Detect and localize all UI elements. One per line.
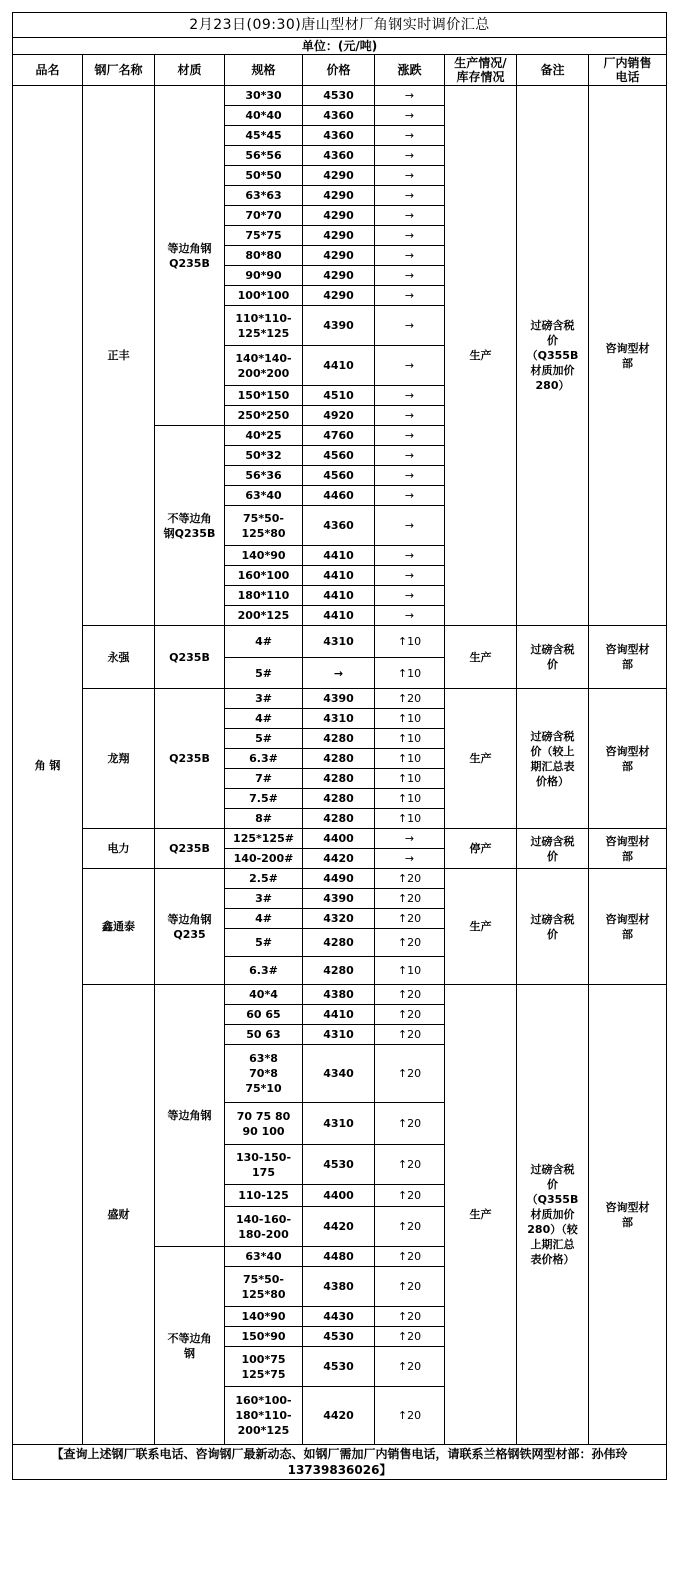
material-cell: 等边角钢 Q235B bbox=[155, 86, 225, 426]
spec-cell: 150*90 bbox=[225, 1327, 303, 1347]
table-title: 2月23日(09:30)唐山型材厂角钢实时调价汇总 bbox=[13, 13, 667, 38]
spec-cell: 160*100- 180*110- 200*125 bbox=[225, 1387, 303, 1445]
change-cell: ↑20 bbox=[375, 1267, 445, 1307]
price-cell: 4320 bbox=[303, 909, 375, 929]
status-cell: 生产 bbox=[445, 689, 517, 829]
spec-cell: 140*90 bbox=[225, 546, 303, 566]
footer-row bbox=[13, 1445, 667, 1480]
spec-cell: 100*100 bbox=[225, 286, 303, 306]
change-cell: → bbox=[375, 146, 445, 166]
remark-cell: 过磅含税 价 bbox=[517, 869, 589, 985]
change-cell: → bbox=[375, 506, 445, 546]
material-cell: Q235B bbox=[155, 626, 225, 689]
spec-cell: 100*75 125*75 bbox=[225, 1347, 303, 1387]
header-row bbox=[13, 55, 667, 86]
header-phone: 厂内销售 电话 bbox=[589, 55, 667, 86]
change-cell: ↑10 bbox=[375, 957, 445, 985]
table-row bbox=[13, 985, 667, 1005]
price-cell: 4560 bbox=[303, 466, 375, 486]
change-cell: → bbox=[375, 446, 445, 466]
material-cell: Q235B bbox=[155, 689, 225, 829]
spec-cell: 30*30 bbox=[225, 86, 303, 106]
price-cell: 4410 bbox=[303, 546, 375, 566]
change-cell: → bbox=[375, 466, 445, 486]
change-cell: → bbox=[375, 246, 445, 266]
price-cell: 4420 bbox=[303, 849, 375, 869]
change-cell: → bbox=[375, 206, 445, 226]
header-spec: 规格 bbox=[225, 55, 303, 86]
spec-cell: 60 65 bbox=[225, 1005, 303, 1025]
header-remark: 备注 bbox=[517, 55, 589, 86]
material-cell: 等边角钢 bbox=[155, 985, 225, 1247]
price-cell: 4360 bbox=[303, 506, 375, 546]
spec-cell: 140*140- 200*200 bbox=[225, 346, 303, 386]
header-product: 品名 bbox=[13, 55, 83, 86]
footer-contact-note: 【查询上述钢厂联系电话、咨询钢厂最新动态、如钢厂需加厂内销售电话，请联系兰格钢铁网型材部：孙伟玲13739836026】 bbox=[13, 1445, 667, 1480]
change-cell: → bbox=[375, 586, 445, 606]
spec-cell: 45*45 bbox=[225, 126, 303, 146]
price-cell: 4380 bbox=[303, 1267, 375, 1307]
mill-name-cell: 盛财 bbox=[83, 985, 155, 1445]
change-cell: → bbox=[375, 386, 445, 406]
change-cell: → bbox=[375, 286, 445, 306]
spec-cell: 80*80 bbox=[225, 246, 303, 266]
price-cell: 4420 bbox=[303, 1387, 375, 1445]
spec-cell: 63*40 bbox=[225, 1247, 303, 1267]
change-cell: ↑20 bbox=[375, 1045, 445, 1103]
change-cell: ↑10 bbox=[375, 789, 445, 809]
change-cell: → bbox=[375, 566, 445, 586]
phone-cell: 咨询型材 部 bbox=[589, 829, 667, 869]
material-cell: 不等边角 钢 bbox=[155, 1247, 225, 1445]
change-cell: → bbox=[375, 126, 445, 146]
spec-cell: 63*40 bbox=[225, 486, 303, 506]
change-cell: ↑10 bbox=[375, 729, 445, 749]
spec-cell: 4# bbox=[225, 909, 303, 929]
remark-cell: 过磅含税 价 bbox=[517, 829, 589, 869]
change-cell: ↑20 bbox=[375, 1005, 445, 1025]
price-cell: 4290 bbox=[303, 206, 375, 226]
price-sheet bbox=[12, 12, 666, 1480]
phone-cell: 咨询型材 部 bbox=[589, 985, 667, 1445]
spec-cell: 56*36 bbox=[225, 466, 303, 486]
mill-name-cell: 正丰 bbox=[83, 86, 155, 626]
spec-cell: 50 63 bbox=[225, 1025, 303, 1045]
price-cell: 4280 bbox=[303, 957, 375, 985]
change-cell: → bbox=[375, 266, 445, 286]
price-cell: 4760 bbox=[303, 426, 375, 446]
remark-cell: 过磅含税 价 bbox=[517, 626, 589, 689]
material-cell: Q235B bbox=[155, 829, 225, 869]
spec-cell: 130-150- 175 bbox=[225, 1145, 303, 1185]
price-cell: 4280 bbox=[303, 729, 375, 749]
price-cell: 4290 bbox=[303, 286, 375, 306]
price-cell: 4920 bbox=[303, 406, 375, 426]
change-cell: → bbox=[375, 546, 445, 566]
change-cell: → bbox=[375, 226, 445, 246]
phone-cell: 咨询型材 部 bbox=[589, 689, 667, 829]
phone-cell: 咨询型材 部 bbox=[589, 626, 667, 689]
spec-cell: 140*90 bbox=[225, 1307, 303, 1327]
header-status: 生产情况/ 库存情况 bbox=[445, 55, 517, 86]
price-cell: 4410 bbox=[303, 1005, 375, 1025]
spec-cell: 40*4 bbox=[225, 985, 303, 1005]
price-cell: 4530 bbox=[303, 86, 375, 106]
change-cell: → bbox=[375, 606, 445, 626]
price-cell: 4530 bbox=[303, 1145, 375, 1185]
change-cell: ↑20 bbox=[375, 1387, 445, 1445]
price-cell: → bbox=[303, 658, 375, 689]
change-cell: ↑10 bbox=[375, 709, 445, 729]
spec-cell: 63*8 70*8 75*10 bbox=[225, 1045, 303, 1103]
change-cell: ↑20 bbox=[375, 1145, 445, 1185]
phone-cell: 咨询型材 部 bbox=[589, 86, 667, 626]
spec-cell: 90*90 bbox=[225, 266, 303, 286]
price-cell: 4290 bbox=[303, 166, 375, 186]
price-cell: 4510 bbox=[303, 386, 375, 406]
price-cell: 4560 bbox=[303, 446, 375, 466]
spec-cell: 150*150 bbox=[225, 386, 303, 406]
spec-cell: 180*110 bbox=[225, 586, 303, 606]
unit-label: 单位：(元/吨) bbox=[13, 38, 667, 55]
price-cell: 4410 bbox=[303, 346, 375, 386]
price-cell: 4290 bbox=[303, 266, 375, 286]
change-cell: ↑20 bbox=[375, 1185, 445, 1207]
phone-cell: 咨询型材 部 bbox=[589, 869, 667, 985]
price-cell: 4530 bbox=[303, 1347, 375, 1387]
mill-name-cell: 永强 bbox=[83, 626, 155, 689]
price-cell: 4280 bbox=[303, 809, 375, 829]
table-row bbox=[13, 869, 667, 889]
change-cell: ↑20 bbox=[375, 1327, 445, 1347]
spec-cell: 63*63 bbox=[225, 186, 303, 206]
change-cell: → bbox=[375, 426, 445, 446]
price-cell: 4410 bbox=[303, 566, 375, 586]
price-cell: 4420 bbox=[303, 1207, 375, 1247]
table-row bbox=[13, 626, 667, 658]
spec-cell: 3# bbox=[225, 889, 303, 909]
change-cell: → bbox=[375, 346, 445, 386]
price-cell: 4380 bbox=[303, 985, 375, 1005]
spec-cell: 70*70 bbox=[225, 206, 303, 226]
price-cell: 4280 bbox=[303, 749, 375, 769]
spec-cell: 75*75 bbox=[225, 226, 303, 246]
mill-name-cell: 龙翔 bbox=[83, 689, 155, 829]
spec-cell: 56*56 bbox=[225, 146, 303, 166]
change-cell: ↑20 bbox=[375, 929, 445, 957]
spec-cell: 50*32 bbox=[225, 446, 303, 466]
spec-cell: 5# bbox=[225, 658, 303, 689]
price-cell: 4530 bbox=[303, 1327, 375, 1347]
remark-cell: 过磅含税 价 （Q355B 材质加价 280） bbox=[517, 86, 589, 626]
price-cell: 4290 bbox=[303, 186, 375, 206]
spec-cell: 5# bbox=[225, 729, 303, 749]
change-cell: ↑10 bbox=[375, 809, 445, 829]
price-cell: 4490 bbox=[303, 869, 375, 889]
price-cell: 4280 bbox=[303, 789, 375, 809]
price-cell: 4280 bbox=[303, 769, 375, 789]
change-cell: ↑20 bbox=[375, 1247, 445, 1267]
spec-cell: 50*50 bbox=[225, 166, 303, 186]
spec-cell: 110*110- 125*125 bbox=[225, 306, 303, 346]
spec-cell: 160*100 bbox=[225, 566, 303, 586]
price-cell: 4460 bbox=[303, 486, 375, 506]
change-cell: ↑20 bbox=[375, 1103, 445, 1145]
material-cell: 不等边角 钢Q235B bbox=[155, 426, 225, 626]
header-material: 材质 bbox=[155, 55, 225, 86]
price-cell: 4310 bbox=[303, 1103, 375, 1145]
spec-cell: 7# bbox=[225, 769, 303, 789]
price-cell: 4290 bbox=[303, 246, 375, 266]
change-cell: ↑20 bbox=[375, 1207, 445, 1247]
price-cell: 4400 bbox=[303, 1185, 375, 1207]
change-cell: → bbox=[375, 306, 445, 346]
price-cell: 4400 bbox=[303, 829, 375, 849]
price-cell: 4410 bbox=[303, 606, 375, 626]
change-cell: ↑20 bbox=[375, 689, 445, 709]
price-cell: 4390 bbox=[303, 306, 375, 346]
spec-cell: 4# bbox=[225, 709, 303, 729]
change-cell: → bbox=[375, 166, 445, 186]
spec-cell: 75*50- 125*80 bbox=[225, 1267, 303, 1307]
change-cell: ↑20 bbox=[375, 909, 445, 929]
spec-cell: 2.5# bbox=[225, 869, 303, 889]
change-cell: ↑10 bbox=[375, 658, 445, 689]
change-cell: → bbox=[375, 86, 445, 106]
price-cell: 4360 bbox=[303, 146, 375, 166]
header-mill: 钢厂名称 bbox=[83, 55, 155, 86]
spec-cell: 250*250 bbox=[225, 406, 303, 426]
remark-cell: 过磅含税 价（较上 期汇总表 价格） bbox=[517, 689, 589, 829]
spec-cell: 140-160- 180-200 bbox=[225, 1207, 303, 1247]
price-cell: 4310 bbox=[303, 626, 375, 658]
price-cell: 4430 bbox=[303, 1307, 375, 1327]
table-row bbox=[13, 689, 667, 709]
status-cell: 生产 bbox=[445, 86, 517, 626]
price-cell: 4360 bbox=[303, 106, 375, 126]
spec-cell: 6.3# bbox=[225, 957, 303, 985]
change-cell: ↑10 bbox=[375, 769, 445, 789]
spec-cell: 40*40 bbox=[225, 106, 303, 126]
price-table bbox=[12, 12, 667, 1480]
spec-cell: 3# bbox=[225, 689, 303, 709]
change-cell: → bbox=[375, 849, 445, 869]
change-cell: ↑20 bbox=[375, 1025, 445, 1045]
spec-cell: 200*125 bbox=[225, 606, 303, 626]
change-cell: ↑20 bbox=[375, 1307, 445, 1327]
spec-cell: 40*25 bbox=[225, 426, 303, 446]
spec-cell: 75*50- 125*80 bbox=[225, 506, 303, 546]
price-cell: 4390 bbox=[303, 889, 375, 909]
price-cell: 4360 bbox=[303, 126, 375, 146]
spec-cell: 110-125 bbox=[225, 1185, 303, 1207]
spec-cell: 140-200# bbox=[225, 849, 303, 869]
spec-cell: 5# bbox=[225, 929, 303, 957]
table-row bbox=[13, 829, 667, 849]
change-cell: ↑20 bbox=[375, 1347, 445, 1387]
change-cell: → bbox=[375, 106, 445, 126]
price-cell: 4480 bbox=[303, 1247, 375, 1267]
price-cell: 4390 bbox=[303, 689, 375, 709]
change-cell: ↑10 bbox=[375, 749, 445, 769]
price-cell: 4310 bbox=[303, 709, 375, 729]
header-change: 涨跌 bbox=[375, 55, 445, 86]
spec-cell: 125*125# bbox=[225, 829, 303, 849]
price-cell: 4410 bbox=[303, 586, 375, 606]
status-cell: 生产 bbox=[445, 985, 517, 1445]
change-cell: ↑20 bbox=[375, 889, 445, 909]
product-name-cell: 角 钢 bbox=[13, 86, 83, 1445]
change-cell: → bbox=[375, 486, 445, 506]
price-cell: 4340 bbox=[303, 1045, 375, 1103]
price-cell: 4290 bbox=[303, 226, 375, 246]
price-cell: 4310 bbox=[303, 1025, 375, 1045]
spec-cell: 7.5# bbox=[225, 789, 303, 809]
change-cell: → bbox=[375, 406, 445, 426]
change-cell: ↑10 bbox=[375, 626, 445, 658]
price-cell: 4280 bbox=[303, 929, 375, 957]
change-cell: ↑20 bbox=[375, 985, 445, 1005]
change-cell: ↑20 bbox=[375, 869, 445, 889]
spec-cell: 6.3# bbox=[225, 749, 303, 769]
spec-cell: 70 75 80 90 100 bbox=[225, 1103, 303, 1145]
spec-cell: 4# bbox=[225, 626, 303, 658]
status-cell: 生产 bbox=[445, 626, 517, 689]
header-price: 价格 bbox=[303, 55, 375, 86]
mill-name-cell: 电力 bbox=[83, 829, 155, 869]
status-cell: 停产 bbox=[445, 829, 517, 869]
table-row bbox=[13, 86, 667, 106]
mill-name-cell: 鑫通泰 bbox=[83, 869, 155, 985]
change-cell: → bbox=[375, 186, 445, 206]
change-cell: → bbox=[375, 829, 445, 849]
material-cell: 等边角钢 Q235 bbox=[155, 869, 225, 985]
status-cell: 生产 bbox=[445, 869, 517, 985]
remark-cell: 过磅含税 价 （Q355B 材质加价 280）（较 上期汇总 表价格） bbox=[517, 985, 589, 1445]
spec-cell: 8# bbox=[225, 809, 303, 829]
